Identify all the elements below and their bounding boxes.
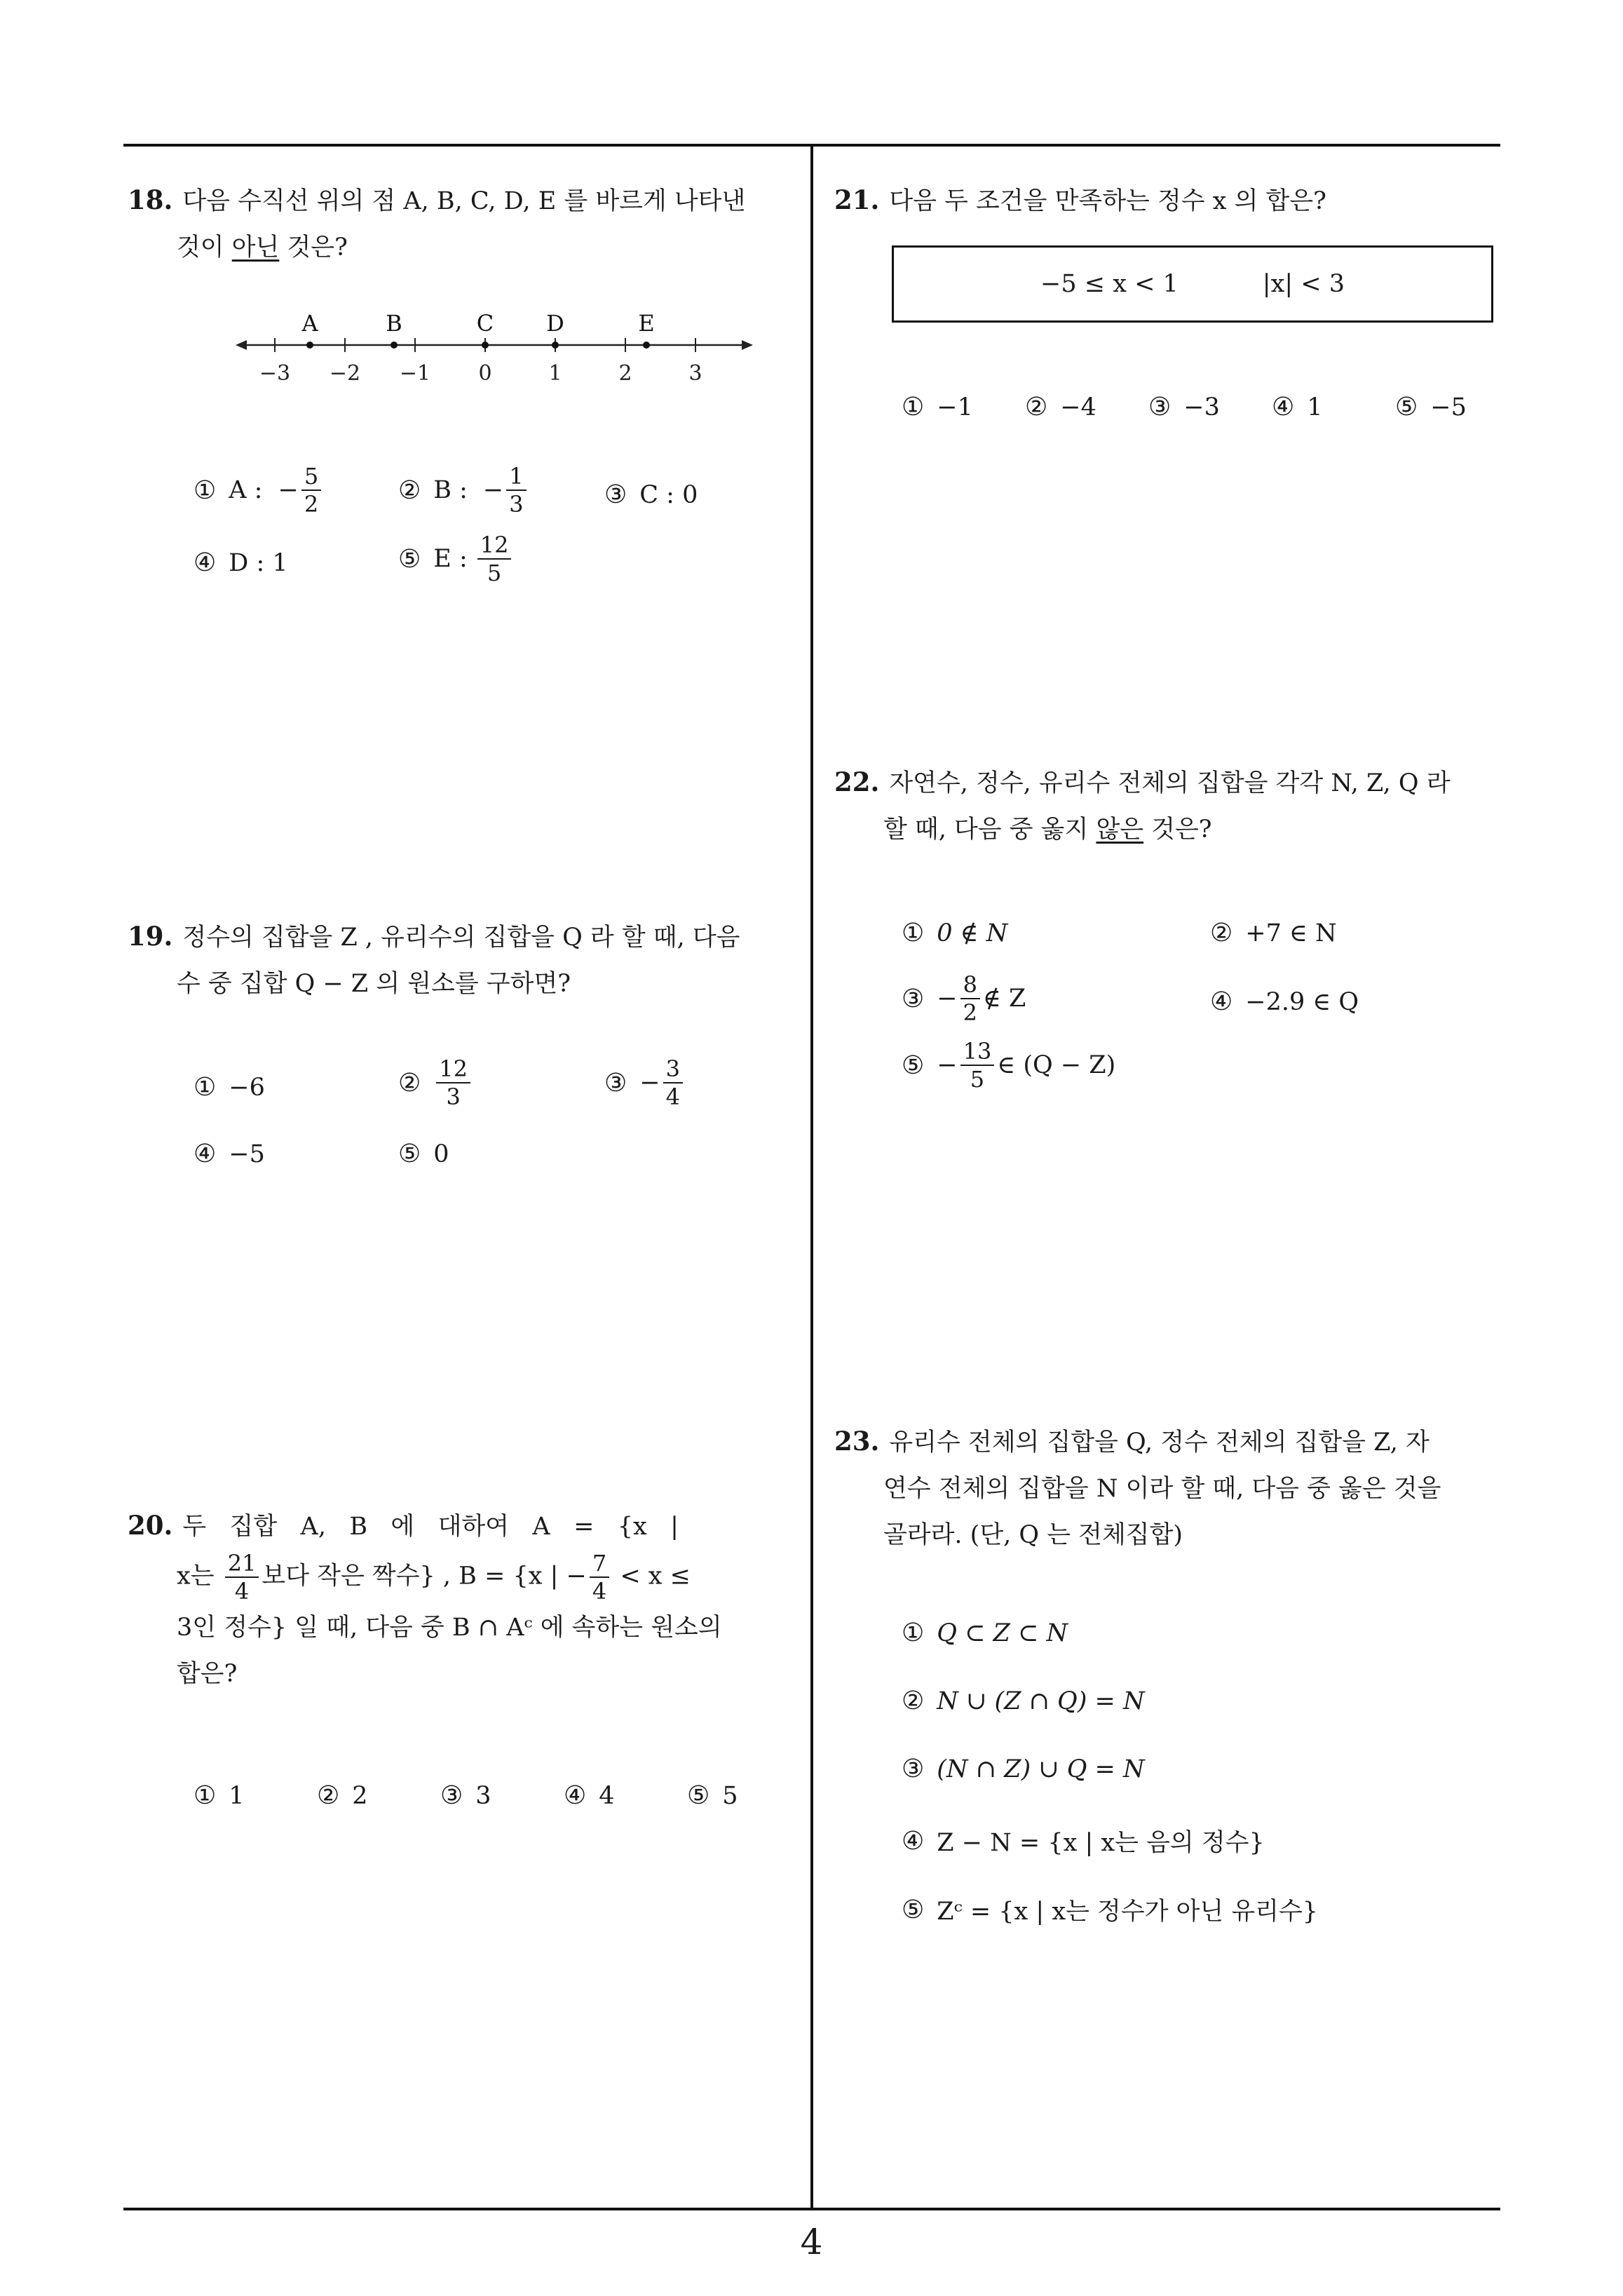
question-19 [128,913,808,1007]
question-20 [128,1502,801,1697]
point-c [482,342,489,349]
choice-sign: − [482,476,504,504]
q22-choice-1[interactable] [902,919,1007,947]
choice-marker: ④ [1210,987,1233,1016]
choice-fraction [436,1055,470,1110]
choice-fraction [301,463,321,518]
q18-choice-3[interactable] [604,480,698,509]
q22-choice-5[interactable] [902,1038,1115,1093]
choice-marker: ① [902,393,925,421]
question-number: 19. [128,921,173,952]
choice-marker: ② [902,1687,925,1715]
choice-marker: ④ [193,548,217,577]
numerator: 1 [506,463,526,491]
numerator: 21 [225,1550,259,1578]
q23-choice-3[interactable] [902,1755,1145,1783]
underlined-word: 않은 [1096,816,1144,844]
question-stem: 합은? [177,1660,238,1688]
choice-text: +7 ∈ N [1245,919,1337,947]
q18-choice-5[interactable] [398,532,514,586]
question-stem: 자연수, 정수, 유리수 전체의 집합을 각각 N, Z, Q 라 [889,769,1451,797]
question-stem: 것이 [177,234,232,262]
q19-choice-2[interactable] [398,1055,473,1110]
q23-choice-2[interactable] [902,1687,1145,1715]
tick-label: −2 [329,361,361,386]
choice-sign: − [639,1069,660,1097]
q18-choice-2[interactable] [398,463,529,518]
choice-marker: ③ [1148,393,1172,421]
choice-marker: ② [1025,393,1048,421]
choice-text: 4 [599,1781,615,1810]
choice-text: 0 ∉ N [937,919,1008,947]
choice-marker: ⑤ [398,1140,421,1168]
q20-choice-5[interactable] [687,1781,738,1810]
question-18 [128,177,808,271]
denominator: 4 [234,1578,250,1605]
left-arrow-icon [236,340,247,350]
question-number: 18. [128,184,173,215]
choice-text: −1 [937,393,973,421]
point-label-c: C [476,310,494,337]
question-stem: 두 집합 A, B 에 대하여 A = {x | [182,1513,679,1541]
denominator: 3 [446,1083,461,1110]
choice-fraction [477,532,512,586]
choice-marker: ④ [1272,393,1295,421]
choice-fraction [506,463,526,518]
choice-text: 3 [475,1781,491,1810]
choice-fraction [663,1055,683,1110]
question-stem: 다음 수직선 위의 점 A, B, C, D, E 를 바르게 나타낸 [182,187,746,215]
choice-marker: ① [193,1073,217,1102]
q20-choice-1[interactable] [193,1781,245,1810]
q20-choice-2[interactable] [317,1781,368,1810]
choice-marker: ⑤ [687,1781,710,1810]
question-stem: 보다 작은 짝수} , B = {x | − [262,1562,587,1591]
tick-label: −3 [259,361,291,386]
choice-marker: ② [317,1781,340,1810]
question-stem: < x ≤ [612,1562,691,1591]
choice-text: −2.9 ∈ Q [1245,987,1359,1016]
choice-marker: ③ [440,1781,463,1810]
choice-marker: ④ [902,1826,925,1856]
point-d [552,342,559,349]
q21-choice-2[interactable] [1025,393,1096,421]
q19-choice-3[interactable] [604,1055,686,1110]
stem-fraction [590,1550,609,1605]
stem-fraction [225,1550,259,1605]
question-stem: 다음 두 조건을 만족하는 정수 x 의 합은? [889,187,1326,215]
choice-fraction [960,971,980,1026]
point-a [306,342,313,349]
choice-text: −6 [229,1073,265,1102]
choice-label: E : [433,545,468,573]
choice-marker: ④ [564,1781,587,1810]
choice-text: 1 [1307,393,1323,421]
denominator: 5 [487,560,502,586]
choice-text: −3 [1183,393,1220,421]
choice-text: −5 [1430,393,1467,421]
q20-choice-4[interactable] [564,1781,615,1810]
question-stem: 할 때, 다음 중 옳지 [883,816,1096,844]
question-stem: 것은? [279,234,348,262]
q22-choice-4[interactable] [1210,987,1359,1016]
denominator: 4 [592,1578,607,1605]
choice-marker: ③ [604,480,627,509]
choice-marker: ⑤ [902,1051,925,1080]
point-label-b: B [386,310,402,337]
condition-1: −5 ≤ x < 1 [1040,270,1179,298]
choice-sign: − [937,1051,958,1079]
tick-label: 2 [618,361,632,386]
question-stem: 3인 정수} 일 때, 다음 중 B ∩ Aᶜ 에 속하는 원소의 [177,1614,722,1642]
page-number: 4 [800,2222,823,2262]
q19-choice-5[interactable] [398,1140,449,1168]
right-arrow-icon [742,340,753,350]
choice-text: Q ⊂ Z ⊂ N [937,1619,1068,1647]
choice-text: (N ∩ Z) ∪ Q = N [937,1755,1145,1783]
question-stem: 수 중 집합 Q − Z 의 원소를 구하면? [177,970,571,998]
q20-choice-3[interactable] [440,1781,491,1810]
choice-text: 0 [433,1140,449,1168]
numerator: 7 [590,1550,609,1578]
q18-choice-1[interactable] [193,463,324,518]
choice-marker: ③ [902,1755,925,1783]
question-23 [834,1418,1493,1558]
denominator: 5 [970,1066,985,1093]
choice-marker: ⑤ [902,1895,925,1924]
q22-choice-3[interactable] [902,971,1026,1026]
choice-label: B : [433,476,468,504]
choice-text: D : 1 [229,548,288,577]
numerator: 12 [477,532,512,560]
choice-text: 5 [722,1781,738,1810]
choice-fraction [960,1038,995,1093]
point-label-a: A [301,310,318,337]
choice-marker: ⑤ [1395,393,1418,421]
q19-choice-4[interactable] [193,1140,265,1168]
q19-choice-1[interactable] [193,1073,265,1102]
tick-label: 1 [548,361,562,386]
numerator: 5 [301,463,321,491]
choice-text: −5 [229,1140,265,1168]
numerator: 3 [663,1055,683,1083]
choice-text: 2 [352,1781,368,1810]
question-stem: 골라라. (단, Q 는 전체집합) [883,1521,1183,1549]
choice-marker: ④ [193,1140,217,1168]
numerator: 8 [960,971,980,999]
question-number: 23. [834,1426,880,1457]
point-label-d: D [546,310,564,337]
choice-marker: ③ [902,984,925,1013]
q23-choice-5[interactable] [902,1892,1318,1927]
denominator: 3 [509,491,524,518]
choice-marker: ② [398,1068,421,1098]
q21-choice-5[interactable] [1395,393,1467,421]
choice-text: Z − N = {x | x는 음의 정수} [937,1829,1265,1857]
q18-choice-4[interactable] [193,548,288,577]
choice-sign: − [278,476,299,504]
choice-text: 1 [229,1781,245,1810]
q23-choice-1[interactable] [902,1619,1068,1647]
numerator: 13 [960,1038,995,1066]
choice-text: Zᶜ = {x | x는 정수가 아닌 유리수} [937,1898,1319,1926]
choice-sign: − [937,985,958,1013]
denominator: 4 [665,1083,680,1110]
bottom-rule [123,2208,1500,2210]
choice-marker: ① [902,1619,925,1647]
q21-choice-1[interactable] [902,393,973,421]
choice-marker: ② [1210,919,1233,947]
choice-marker: ③ [604,1068,627,1098]
choice-text: ∈ (Q − Z) [997,1051,1116,1079]
choice-label: A : [229,476,263,504]
question-number: 22. [834,767,880,797]
numerator: 12 [436,1055,470,1083]
choice-text: ∉ Z [982,985,1026,1013]
point-label-e: E [638,310,655,337]
choice-marker: ① [193,1781,217,1810]
denominator: 2 [304,491,319,518]
underlined-word: 아닌 [231,234,280,262]
tick-label: −1 [399,361,431,386]
q21-choice-3[interactable] [1148,393,1220,421]
tick-label: 3 [688,361,702,386]
question-number: 21. [834,184,880,215]
denominator: 2 [963,999,977,1026]
question-stem: 정수의 집합을 Z , 유리수의 집합을 Q 라 할 때, 다음 [182,924,740,952]
choice-marker: ⑤ [398,544,421,574]
choice-marker: ① [902,919,925,947]
question-stem: 유리수 전체의 집합을 Q, 정수 전체의 집합을 Z, 자 [889,1429,1430,1457]
choice-marker: ① [193,475,217,505]
q21-choice-4[interactable] [1272,393,1323,421]
tick-label: 0 [478,361,492,386]
point-b [391,342,398,349]
question-stem: 연수 전체의 집합을 N 이라 할 때, 다음 중 옳은 것을 [883,1475,1441,1503]
question-number: 20. [128,1510,173,1541]
choice-text: −4 [1060,393,1096,421]
choice-marker: ② [398,475,421,505]
q23-choice-4[interactable] [902,1823,1265,1858]
condition-box [892,245,1493,323]
question-stem: 것은? [1143,816,1212,844]
choice-text: N ∪ (Z ∩ Q) = N [937,1687,1145,1715]
question-21 [834,177,1493,224]
question-stem: x는 [177,1562,215,1591]
q22-choice-2[interactable] [1210,919,1337,947]
condition-2: |x| < 3 [1262,270,1345,298]
number-line [231,302,764,393]
point-e [643,342,650,349]
choice-text: C : 0 [639,480,698,509]
column-divider [810,144,813,2210]
question-22 [834,759,1493,853]
